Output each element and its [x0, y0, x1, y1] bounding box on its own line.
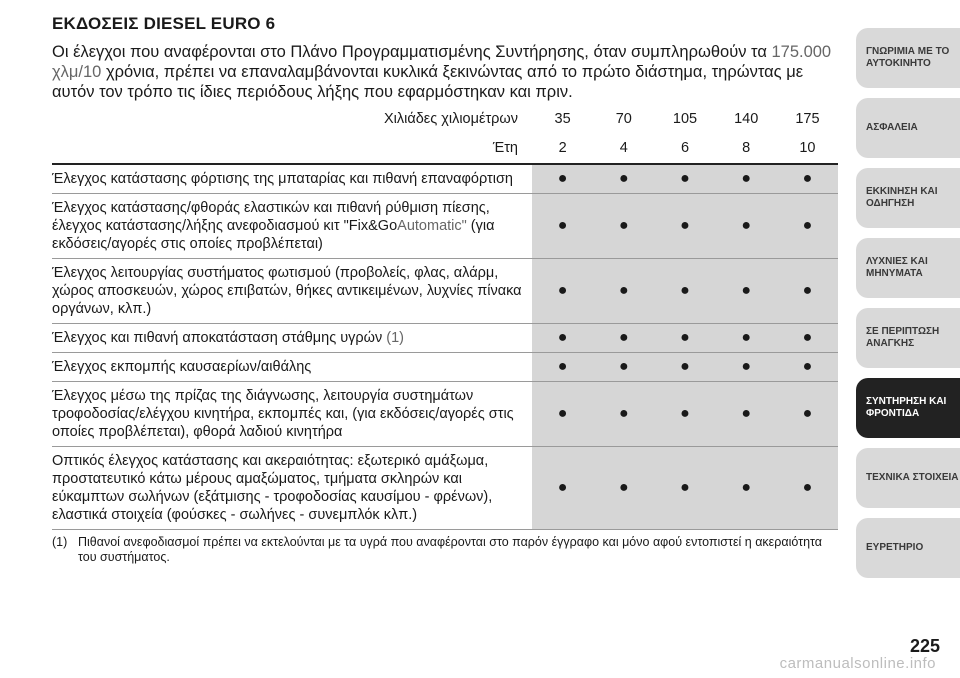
- check-mark: ●: [802, 405, 813, 422]
- check-mark: ●: [802, 358, 813, 375]
- check-text: Έλεγχος λειτουργίας συστήματος φωτισμού (προβολείς, φλας, αλάρμ, χώρος αποσκευών, χώρος επιβατών, θήκες αντικειμένων, λυχνίες πίνακα οργάνων, κλπ.): [52, 265, 522, 317]
- check-text: Έλεγχος μέσω της πρίζας της διάγνωσης, λειτουργία συστημάτων τροφοδοσίας/ελέγχου κινητήρα, εκπομπές και, (για εκδόσεις/αγορές στις οποίες προβλέπεται), φθορά λαδιού κινητήρα: [52, 388, 514, 440]
- year-values: [532, 140, 838, 156]
- km-value: 70: [615, 111, 632, 127]
- footnote-number: (1): [52, 535, 68, 549]
- check-mark: ●: [741, 405, 752, 422]
- check-mark: ●: [557, 170, 568, 187]
- check-mark: ●: [741, 217, 752, 234]
- km-value: 140: [734, 111, 759, 127]
- check-text-muted: Automatic": [397, 218, 467, 234]
- check-mark: ●: [680, 358, 690, 375]
- check-mark: ●: [802, 170, 813, 187]
- section-title: ΕΚΔΟΣΕΙΣ DIESEL EURO 6: [52, 14, 276, 33]
- interval-marks: [532, 259, 838, 323]
- intro-text-1: Οι έλεγχοι που αναφέρονται στο Πλάνο Προγραμματισμένης Συντήρησης, όταν συμπληρωθούν τα: [52, 43, 767, 61]
- km-label: Χιλιάδες χιλιομέτρων: [383, 111, 518, 127]
- check-description: [52, 170, 532, 188]
- km-value: 35: [554, 111, 571, 127]
- check-mark: ●: [618, 329, 629, 346]
- check-text-tail: (για εκδόσεις/αγορές στις οποίες προβλέπεται): [52, 218, 495, 252]
- km-header-row: [52, 105, 838, 133]
- check-mark: ●: [741, 170, 752, 187]
- km-value: 175: [795, 111, 820, 127]
- table-row: [52, 165, 838, 194]
- intro-paragraph: [52, 42, 838, 102]
- page-number: 225: [909, 636, 940, 656]
- check-mark: ●: [557, 282, 568, 299]
- chapter-tab[interactable]: ΑΣΦΑΛΕΙΑ: [856, 98, 960, 158]
- interval-marks: [532, 353, 838, 381]
- check-text: Έλεγχος εκπομπής καυσαερίων/αιθάλης: [52, 359, 312, 375]
- check-mark: ●: [557, 329, 568, 346]
- chapter-tab[interactable]: ΓΝΩΡΙΜΙΑ ΜΕ ΤΟ ΑΥΤΟΚΙΝΗΤΟ: [856, 28, 960, 88]
- check-mark: ●: [557, 479, 568, 496]
- check-description: [52, 199, 532, 253]
- check-mark: ●: [802, 217, 813, 234]
- year-value: 6: [680, 140, 690, 156]
- check-mark: ●: [802, 479, 813, 496]
- interval-marks: [532, 194, 838, 258]
- check-mark: ●: [618, 217, 629, 234]
- check-mark: ●: [680, 479, 690, 496]
- chapter-tab[interactable]: ΤΕΧΝΙΚΑ ΣΤΟΙΧΕΙΑ: [856, 448, 960, 508]
- check-description: [52, 264, 532, 318]
- check-description: [52, 452, 532, 524]
- km-value: 105: [672, 111, 698, 127]
- check-description: [52, 358, 532, 376]
- main-content: [52, 14, 838, 565]
- years-label: Έτη: [492, 140, 518, 156]
- check-mark: ●: [680, 170, 690, 187]
- check-mark: ●: [618, 282, 629, 299]
- chapter-tab[interactable]: ΕΚΚΙΝΗΣΗ ΚΑΙ ΟΔΗΓΗΣΗ: [856, 168, 960, 228]
- interval-marks: [532, 382, 838, 446]
- table-row: [52, 194, 838, 259]
- footnote-ref: (1): [382, 330, 404, 346]
- check-mark: ●: [618, 405, 629, 422]
- table-row: [52, 259, 838, 324]
- check-text: Έλεγχος και πιθανή αποκατάσταση στάθμης υγρών: [52, 330, 383, 346]
- check-description: [52, 387, 532, 441]
- check-description: [52, 329, 532, 347]
- check-mark: ●: [680, 329, 690, 346]
- table-row: [52, 447, 838, 530]
- check-mark: ●: [741, 479, 752, 496]
- check-mark: ●: [802, 329, 813, 346]
- years-header-row: [52, 133, 838, 165]
- year-value: 4: [619, 140, 628, 156]
- check-mark: ●: [680, 405, 690, 422]
- chapter-tab[interactable]: ΣΕ ΠΕΡΙΠΤΩΣΗ ΑΝΑΓΚΗΣ: [856, 308, 960, 368]
- watermark: carmanualsonline.info: [779, 655, 936, 672]
- footnote: [52, 535, 838, 565]
- check-mark: ●: [680, 217, 690, 234]
- check-mark: ●: [557, 405, 568, 422]
- check-mark: ●: [802, 282, 813, 299]
- chapter-tab[interactable]: ΛΥΧΝΙΕΣ ΚΑΙ ΜΗΝΥΜΑΤΑ: [856, 238, 960, 298]
- interval-marks: [532, 324, 838, 352]
- interval-marks: [532, 447, 838, 529]
- year-value: 10: [799, 140, 816, 156]
- check-text: Έλεγχος κατάστασης/φθοράς ελαστικών και πιθανή ρύθμιση πίεσης, έλεγχος κατάστασης/λήξης ανεφοδιασμού κιτ "Fix&Go: [52, 200, 490, 234]
- maintenance-table-body: [52, 165, 838, 530]
- check-mark: ●: [741, 329, 752, 346]
- year-value: 8: [742, 140, 751, 156]
- check-mark: ●: [741, 358, 752, 375]
- table-row: [52, 324, 838, 353]
- check-text: Έλεγχος κατάστασης φόρτισης της μπαταρίας και πιθανή επαναφόρτιση: [52, 171, 513, 187]
- intro-text-2: χρόνια, πρέπει να επαναλαμβάνονται κυκλικά ξεκινώντας από το πρώτο διάστημα, τηρώντας με αυτόν τον τρόπο τις ίδιες περιόδους λήξης που εφαρμόστηκαν και πριν.: [52, 63, 804, 101]
- table-row: [52, 382, 838, 447]
- check-mark: ●: [680, 282, 690, 299]
- check-mark: ●: [618, 358, 629, 375]
- year-value: 2: [558, 140, 567, 156]
- chapter-tab[interactable]: ΣΥΝΤΗΡΗΣΗ ΚΑΙ ΦΡΟΝΤΙΔΑ: [856, 378, 960, 438]
- chapter-tab[interactable]: ΕΥΡΕΤΗΡΙΟ: [856, 518, 960, 578]
- check-mark: ●: [618, 170, 629, 187]
- check-mark: ●: [741, 282, 752, 299]
- check-mark: ●: [557, 217, 568, 234]
- interval-marks: [532, 165, 838, 193]
- intro-highlight: 175.000 χλμ/10: [52, 43, 832, 81]
- footnote-text: Πιθανοί ανεφοδιασμοί πρέπει να εκτελούνται με τα υγρά που αναφέρονται στο παρόν έγγραφο και μόνο αφού εντοπιστεί η ακεραιότητα του συστήματος.: [78, 535, 823, 564]
- chapter-tabs: [856, 28, 960, 588]
- check-mark: ●: [557, 358, 568, 375]
- km-values: [532, 111, 838, 127]
- check-text: Οπτικός έλεγχος κατάστασης και ακεραιότητας: εξωτερικό αμάξωμα, προστατευτικό κάτω μέρους αμαξώματος, τμήματα σκληρών και εύκαμπτων σωλήνων (εξάτμισης - τροφοδοσίας καυσίμου - φρένων), ελαστικά στοιχεία (φούσκες - σωλήνες - συνεμπλόκ κλπ.): [52, 453, 493, 523]
- table-row: [52, 353, 838, 382]
- check-mark: ●: [618, 479, 629, 496]
